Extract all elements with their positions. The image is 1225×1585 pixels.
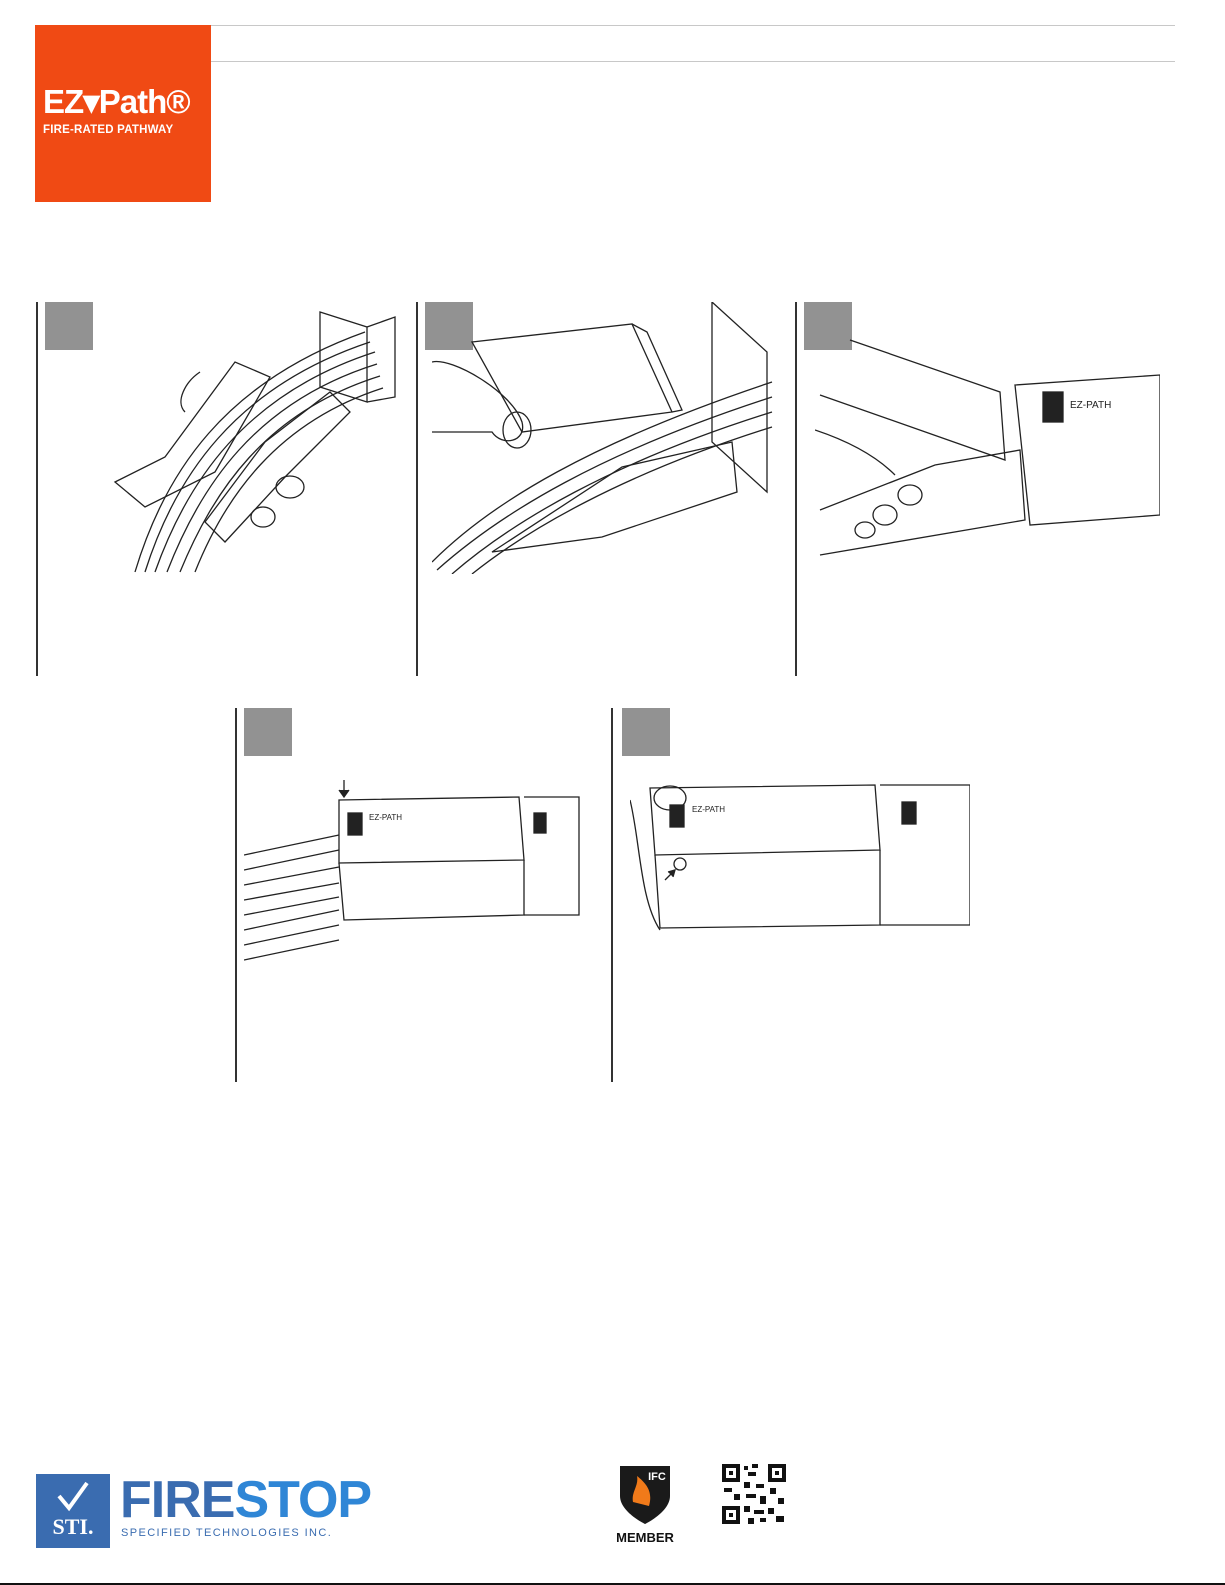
qr-code-icon <box>720 1462 788 1526</box>
step-1-illustration <box>105 302 405 574</box>
step-4-marker <box>244 708 292 756</box>
panel-1-rule <box>36 302 38 676</box>
step-5-marker <box>622 708 670 756</box>
ifc-member-text: MEMBER <box>616 1530 674 1545</box>
ifc-label: IFC <box>648 1471 666 1483</box>
firestop-subtitle: SPECIFIED TECHNOLOGIES INC. <box>121 1527 333 1539</box>
logo-tagline: FIRE-RATED PATHWAY <box>43 124 174 136</box>
ifc-badge <box>615 1462 675 1526</box>
sti-logo <box>36 1474 110 1548</box>
step-4-illustration <box>244 775 584 965</box>
panel-2-rule <box>416 302 418 676</box>
ez-path-logo <box>35 25 211 202</box>
product-label-5: EZ-PATH <box>692 805 726 814</box>
firestop-wordmark: FIRESTOP <box>120 1471 372 1529</box>
step-2-illustration <box>432 302 777 574</box>
header-rule-top <box>211 25 1175 26</box>
step-1-marker <box>45 302 93 350</box>
product-label-3: EZ-PATH <box>1070 400 1112 411</box>
panel-4-rule <box>235 708 237 1082</box>
checkmark-icon <box>56 1480 90 1512</box>
panel-3-rule <box>795 302 797 676</box>
step-3-illustration <box>815 330 1160 560</box>
panel-5-rule <box>611 708 613 1082</box>
sti-mark: STI. <box>52 1514 94 1539</box>
product-label-4: EZ-PATH <box>369 813 403 822</box>
step-5-illustration <box>630 780 970 940</box>
header-rule-bottom <box>211 61 1175 62</box>
logo-wordmark: EZ▾Path® <box>43 83 190 120</box>
